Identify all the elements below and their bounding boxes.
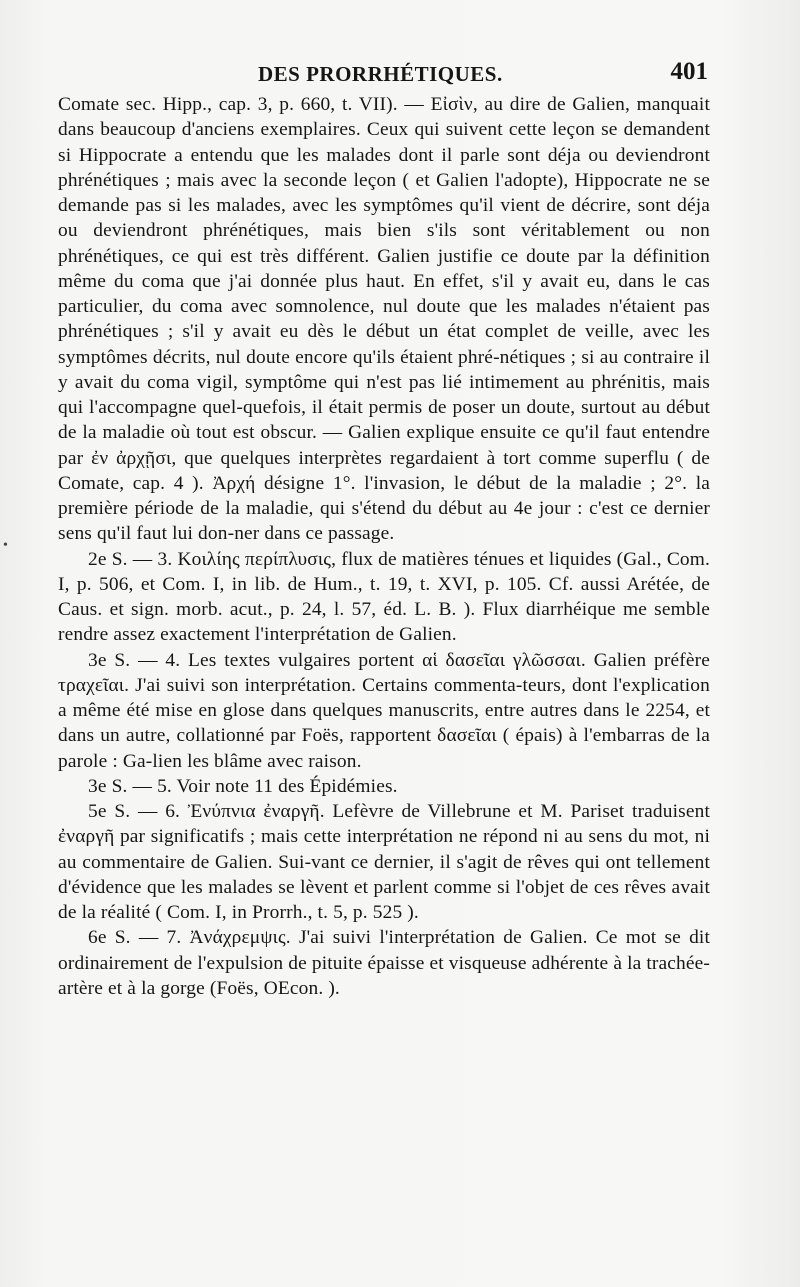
page-number: 401 (670, 58, 708, 85)
body-text (58, 92, 710, 1001)
margin-mark: • (3, 538, 8, 553)
paragraph-note-3: 2e S. — 3. Κοιλίης περίπλυσις, flux de matières ténues et liquides (Gal., Com. I, p. 506, et Com. I, in lib. de Hum., t. 19, t. XVI, p. 105. Cf. aussi Arétée, de Caus. et sign. morb. acut., p. 24, l. 57, éd. L. B. ). Flux diarrhéique me semble rendre assez exactement l'interprétation de Galien. (58, 548, 710, 646)
paragraph-comate: Comate sec. Hipp., cap. 3, p. 660, t. VII). — Εἰσὶν, au dire de Galien, manquait dans beaucoup d'anciens exemplaires. Ceux qui suivent cette leçon se demandent si Hippocrate a entendu que les malades dont il parle sont déja ou deviendront phrénétiques ; mais avec la seconde leçon ( et Galien l'adopte), Hippocrate ne se demande pas si les malades, avec les symptômes qu'il vient de décrire, sont déja ou deviendront phrénétiques, mais bien s'ils sont véritablement ou non phrénétiques, ce qui est très différent. Galien justifie ce doute par la définition même du coma que j'ai donnée plus haut. En effet, s'il y avait eu, dans le cas particulier, du coma avec somnolence, nul doute que les malades n'étaient pas phrénétiques ; s'il y avait eu dès le début un état complet de veille, avec les symptômes décrits, nul doute encore qu'ils étaient phré-nétiques ; si au contraire il y avait du coma vigil, symptôme qui n'est pas lié intimement au phrénitis, mais qui l'accompagne quel-quefois, il était permis de poser un doute, surtout au début de la maladie où tout est obscur. — Galien explique ensuite ce qu'il faut entendre par ἐν ἀρχῇσι, que quelques interprètes regardaient à tort comme superflu ( de Comate, cap. 4 ). Ἀρχή désigne 1°. l'invasion, le début de la maladie ; 2°. la première période de la maladie, qui s'étend du début au 4e jour : c'est ce dernier sens qu'il faut lui don-ner dans ce passage. (58, 94, 710, 545)
page-header (58, 58, 708, 90)
running-title: DES PRORRHÉTIQUES. (258, 62, 503, 86)
paragraph-note-4: 3e S. — 4. Les textes vulgaires portent αἱ δασεῖαι γλῶσσαι. Galien préfère τραχεῖαι. J'ai suivi son interprétation. Certains commenta-teurs, dont l'explication a même été mise en glose dans quelques manuscrits, entre autres dans le 2254, et dans un autre, collationné par Foës, rapportent δασεῖαι ( épais) à l'embarras de la parole : Ga-lien les blâme avec raison. (58, 649, 710, 772)
paragraph-note-5: 3e S. — 5. Voir note 11 des Épidémies. (88, 775, 398, 797)
paragraph-note-6: 5e S. — 6. Ἐνύπνια ἐναργῆ. Lefèvre de Villebrune et M. Pariset traduisent ἐναργῆ par significatifs ; mais cette interprétation ne répond ni au sens du mot, ni au commentaire de Galien. Sui-vant ce dernier, il s'agit de rêves qui ont tellement d'évidence que les malades se lèvent et parlent comme si l'objet de ces rêves avait de la réalité ( Com. I, in Prorrh., t. 5, p. 525 ). (58, 801, 710, 923)
paragraph-note-7: 6e S. — 7. Ἀνάχρεμψις. J'ai suivi l'interprétation de Galien. Ce mot se dit ordinairement de l'expulsion de pituite épaisse et visqueuse adhérente à la trachée-artère et à la gorge (Foës, OEcon. ). (58, 927, 710, 999)
